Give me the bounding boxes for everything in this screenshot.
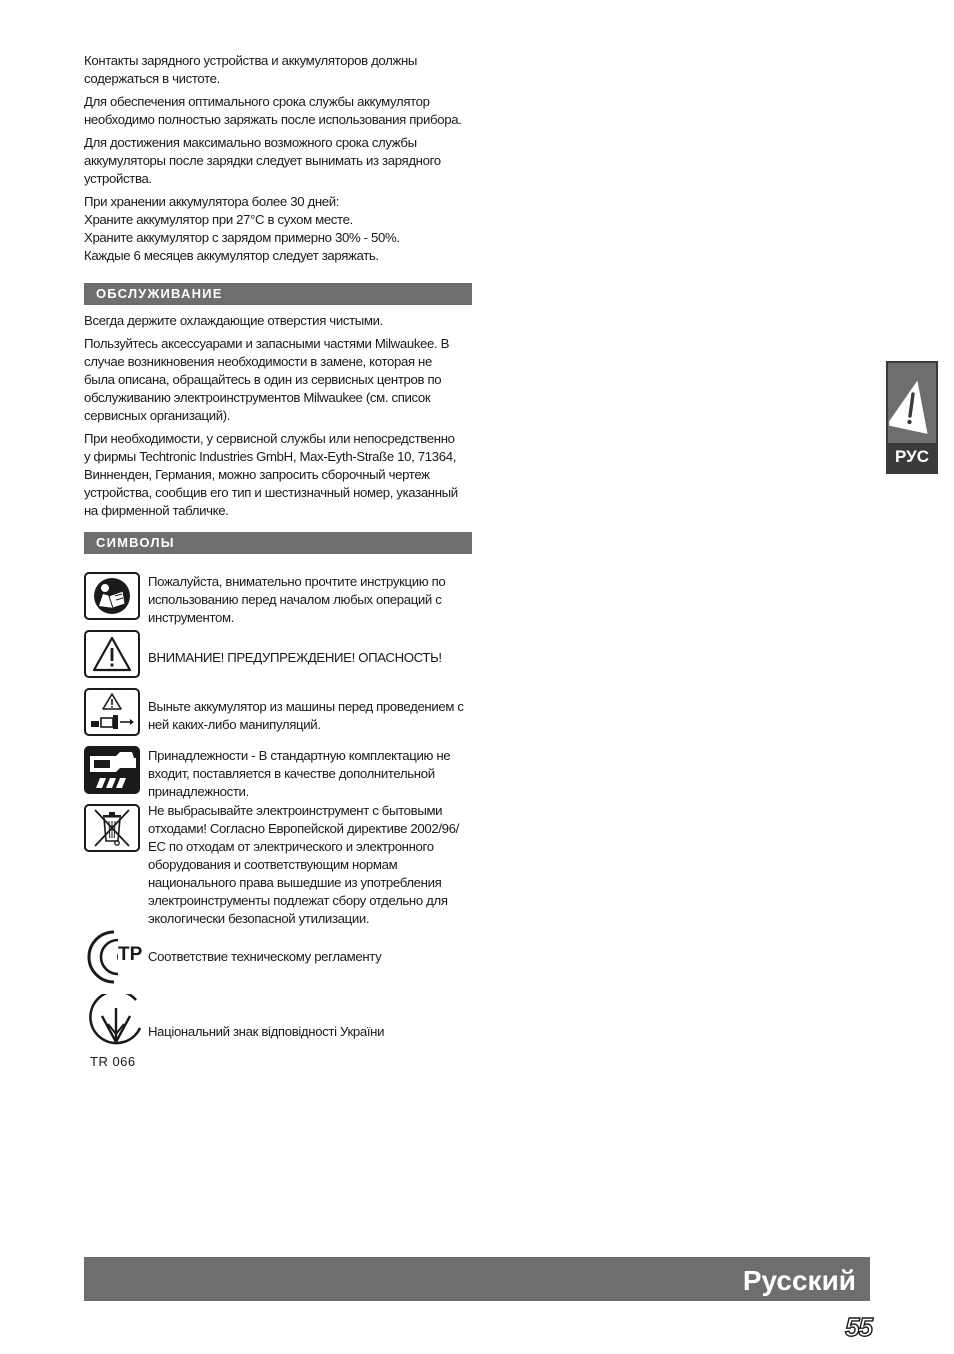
intro-paragraph — [84, 193, 472, 265]
maintenance-paragraph — [84, 430, 472, 520]
symbol-description — [148, 573, 474, 627]
symbol-description — [148, 649, 474, 667]
text-line: ней каких-либо манипуляций. — [148, 717, 321, 732]
footer-language-bar — [84, 1257, 870, 1301]
ukraine-mark-text: TR 066 — [90, 1054, 136, 1069]
text-line: Для достижения максимально возможного срока службы — [84, 135, 417, 150]
text-line: у фирмы Techtronic Industries GmbH, Max-Eyth-Straße 10, 71364, — [84, 449, 457, 464]
text-line: инструментом. — [148, 610, 235, 625]
text-line: Пожалуйста, внимательно прочтите инструкцию по — [148, 574, 446, 589]
maintenance-paragraph — [84, 335, 472, 425]
text-line: принадлежности. — [148, 784, 249, 799]
remove-battery-icon — [84, 688, 140, 736]
accessory-icon — [84, 746, 140, 794]
text-line: Принадлежности - В стандартную комплектацию не — [148, 748, 451, 763]
symbol-description — [148, 747, 474, 801]
footer-language-title: Русский — [742, 1265, 856, 1296]
text-line: Пользуйтесь аксессуарами и запасными частями Milwaukee. В — [84, 336, 450, 351]
maintenance-section — [84, 283, 472, 525]
text-line: электроинструменты подлежат сбору отдельно для — [148, 893, 448, 908]
crossed-bin-icon — [84, 804, 140, 852]
text-line: Всегда держите охлаждающие отверстия чистыми. — [84, 313, 383, 328]
text-line: Соответствие техническому регламенту — [148, 949, 382, 964]
section-heading-symbols: СИМВОЛЫ — [84, 532, 472, 554]
text-line: Каждые 6 месяцев аккумулятор следует заряжать. — [84, 248, 379, 263]
warning-triangle-icon — [84, 630, 140, 678]
symbol-description — [148, 948, 474, 966]
text-line: аккумуляторы после зарядки следует вынимать из зарядного — [84, 153, 441, 168]
text-line: случае возникновения необходимости в замене, которая не — [84, 354, 432, 369]
text-line: Для обеспечения оптимального срока службы аккумулятор — [84, 94, 430, 109]
symbol-description — [148, 698, 474, 734]
text-line: отходами! Согласно Европейской директиве 2002/96/ — [148, 821, 459, 836]
intro-paragraph — [84, 93, 472, 129]
symbol-description — [148, 1023, 474, 1041]
text-line: Національний знак відповідності України — [148, 1024, 385, 1039]
gost-r-mark-icon — [84, 928, 148, 986]
text-line: Храните аккумулятор при 27°C в сухом месте. — [84, 212, 353, 227]
text-line: на фирменной табличке. — [84, 503, 229, 518]
text-line: Винненден, Германия, можно запросить сборочный чертеж — [84, 467, 430, 482]
page-number: 55 — [845, 1312, 872, 1342]
text-line: необходимо полностью заряжать после использования прибора. — [84, 112, 462, 127]
language-tab — [886, 361, 938, 474]
maintenance-paragraph — [84, 312, 472, 330]
text-line: сервисных организаций). — [84, 408, 231, 423]
text-line: EC по отходам от электрического и электронного — [148, 839, 434, 854]
ukraine-conformity-mark-icon — [88, 994, 144, 1069]
text-line: содержаться в чистоте. — [84, 71, 220, 86]
language-code: РУС — [895, 447, 929, 466]
text-line: Контакты зарядного устройства и аккумуляторов должны — [84, 53, 418, 68]
symbols-section — [84, 532, 472, 554]
gost-r-mark-text: ТР — [118, 944, 143, 965]
read-manual-icon — [84, 572, 140, 620]
text-line: устройства, сообщив его тип и шестизначный номер, указанный — [84, 485, 458, 500]
text-line: обслуживанию электроинструментов Milwaukee (см. список — [84, 390, 431, 405]
text-line: устройства. — [84, 171, 152, 186]
text-line: входит, поставляется в качестве дополнительной — [148, 766, 435, 781]
text-line: национального права вышедшие из употребления — [148, 875, 442, 890]
text-line: использованию перед началом любых операций с — [148, 592, 442, 607]
section-heading-maintenance: ОБСЛУЖИВАНИЕ — [84, 283, 472, 305]
text-line: Выньте аккумулятор из машины перед проведением с — [148, 699, 464, 714]
symbol-description — [148, 802, 474, 928]
text-line: экологически безопасной утилизации. — [148, 911, 370, 926]
text-line: оборудования и соответствующим нормам — [148, 857, 398, 872]
intro-paragraph — [84, 134, 472, 188]
text-line: При необходимости, у сервисной службы или непосредственно — [84, 431, 455, 446]
text-line: Не выбрасывайте электроинструмент с бытовыми — [148, 803, 443, 818]
text-line: Храните аккумулятор с зарядом примерно 30% - 50%. — [84, 230, 400, 245]
text-line: При хранении аккумулятора более 30 дней: — [84, 194, 340, 209]
intro-section — [84, 52, 472, 270]
text-line: была описана, обращайтесь в один из сервисных центров по — [84, 372, 442, 387]
intro-paragraph — [84, 52, 472, 88]
text-line: ВНИМАНИЕ! ПРЕДУПРЕЖДЕНИЕ! ОПАСНОСТЬ! — [148, 650, 442, 665]
warning-exclamation-icon — [888, 363, 936, 443]
